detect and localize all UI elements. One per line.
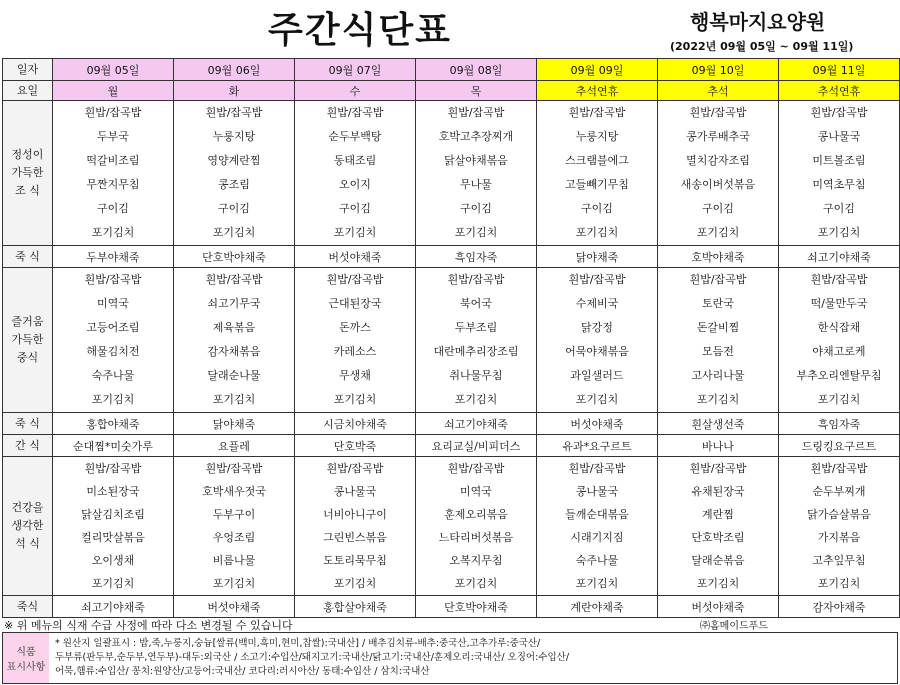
porridge-row-2-cell: 흰살생선죽 [658, 413, 779, 435]
weekly-menu-table [2, 58, 900, 618]
porridge-row-3-cell: 계란야채죽 [537, 596, 658, 618]
dish-item: 무생채 [339, 369, 371, 382]
dish-item: 콩가루배추국 [686, 130, 750, 143]
dinner-row-cell [658, 457, 779, 596]
dish-item: 포기김치 [333, 577, 377, 590]
dish-item: 고사리나물 [691, 369, 745, 382]
dinner-row [3, 457, 900, 596]
dish-item: 도토리묵무침 [323, 554, 387, 567]
breakfast-row-cell [174, 101, 295, 246]
dish-item: 고추잎무침 [812, 554, 866, 567]
date-row [3, 59, 900, 81]
day-row-cell: 추석연휴 [537, 81, 658, 101]
porridge-row-2-cell: 흑임자죽 [779, 413, 900, 435]
dish-item: 과일샐러드 [570, 369, 624, 382]
lunch-row [3, 268, 900, 413]
dinner-row-cell [53, 457, 174, 596]
food-label-title-line: 표시사항 [6, 662, 46, 673]
dish-item: 떡갈비조림 [86, 154, 140, 167]
porridge-row-1-cell: 버섯야채죽 [295, 246, 416, 268]
dish-item: 멸치감자조림 [686, 154, 750, 167]
dish-item: 닭살야채볶음 [444, 154, 508, 167]
snack-row-label: 간 식 [3, 435, 53, 457]
breakfast-row-cell [295, 101, 416, 246]
porridge-row-3-cell: 버섯야채죽 [174, 596, 295, 618]
porridge-row-2-label: 죽 식 [3, 413, 53, 435]
dish-item: 흰밥/잡곡밥 [689, 462, 747, 475]
dinner-row-cell [174, 457, 295, 596]
dish-item: 취나물무침 [449, 369, 503, 382]
dinner-row-label [3, 457, 53, 596]
porridge-row-3-cell: 감자야채죽 [779, 596, 900, 618]
dinner-row-cell [416, 457, 537, 596]
porridge-row-1-cell: 두부야채죽 [53, 246, 174, 268]
dish-item: 제육볶음 [212, 321, 256, 334]
dish-item: 너비아니구이 [323, 508, 387, 521]
dish-item: 토란국 [702, 297, 734, 310]
dish-item: 흰밥/잡곡밥 [568, 273, 626, 286]
dish-item: 느타리버섯볶음 [438, 531, 514, 544]
dish-item: 포기김치 [91, 226, 135, 239]
food-label-title [3, 633, 49, 683]
food-label-title-line: 식품 [16, 647, 36, 658]
dinner-row-cell [779, 457, 900, 596]
dish-item: 흰밥/잡곡밥 [205, 273, 263, 286]
dish-item: 모듬전 [702, 345, 734, 358]
dish-item: 누룽지탕 [212, 130, 256, 143]
dish-item: 컬리맛살볶음 [81, 531, 145, 544]
lunch-row-cell [295, 268, 416, 413]
dish-item: 우엉조림 [212, 531, 256, 544]
dish-item: 대란메추리장조림 [433, 345, 519, 358]
dish-item: 포기김치 [817, 226, 861, 239]
dish-item: 미소된장국 [86, 485, 140, 498]
dish-item: 포기김치 [91, 577, 135, 590]
dish-item: 들깨순대볶음 [565, 508, 629, 521]
dish-item: 흰밥/잡곡밥 [447, 273, 505, 286]
dish-item: 포기김치 [696, 577, 740, 590]
dish-item: 구이김 [339, 202, 371, 215]
dish-item: 콩나물국 [333, 485, 377, 498]
dish-item: 닭강정 [581, 321, 613, 334]
porridge-row-1-cell: 호박야채죽 [658, 246, 779, 268]
snack-row-cell: 단호박죽 [295, 435, 416, 457]
lunch-row-cell [779, 268, 900, 413]
porridge-row-1-cell: 닭야채죽 [537, 246, 658, 268]
porridge-row-1-cell: 흑임자죽 [416, 246, 537, 268]
dinner-row-label-line: 석 식 [15, 537, 40, 550]
breakfast-row-cell [537, 101, 658, 246]
date-row-cell: 09월 08일 [416, 59, 537, 81]
dish-item: 구이김 [823, 202, 855, 215]
snack-row-cell: 드링킹요구르트 [779, 435, 900, 457]
breakfast-row-cell [658, 101, 779, 246]
dish-item: 흰밥/잡곡밥 [810, 106, 868, 119]
dish-item: 새송이버섯볶음 [680, 178, 756, 191]
dish-item: 포기김치 [575, 577, 619, 590]
dish-item: 가지볶음 [817, 531, 861, 544]
dish-item: 미역국 [460, 485, 492, 498]
date-row-cell: 09월 06일 [174, 59, 295, 81]
dish-item: 고등어조림 [86, 321, 140, 334]
snack-row-cell: 바나나 [658, 435, 779, 457]
porridge-row-2 [3, 413, 900, 435]
porridge-row-3 [3, 596, 900, 618]
day-row-cell: 추석 [658, 81, 779, 101]
dish-item: 구이김 [97, 202, 129, 215]
snack-row-cell: 요플레 [174, 435, 295, 457]
dish-item: 오복지무침 [449, 554, 503, 567]
lunch-row-cell [416, 268, 537, 413]
dish-item: 감자채볶음 [207, 345, 261, 358]
dish-item: 부추오리엔탈무침 [796, 369, 882, 382]
dish-item: 흰밥/잡곡밥 [568, 106, 626, 119]
day-row-cell: 추석연휴 [779, 81, 900, 101]
page-header [0, 0, 900, 58]
dish-item: 흰밥/잡곡밥 [447, 462, 505, 475]
date-row-cell: 09월 11일 [779, 59, 900, 81]
dish-item: 흰밥/잡곡밥 [326, 462, 384, 475]
porridge-row-3-cell: 버섯야채죽 [658, 596, 779, 618]
dish-item: 흰밥/잡곡밥 [689, 273, 747, 286]
dish-item: 비름나물 [212, 554, 256, 567]
porridge-row-2-cell: 닭야채죽 [174, 413, 295, 435]
dish-item: 포기김치 [696, 226, 740, 239]
dish-item: 해물김치전 [86, 345, 140, 358]
dish-item: 구이김 [581, 202, 613, 215]
change-notice: ※ 위 메뉴의 식재 수급 사정에 따라 다소 변경될 수 있습니다 [4, 619, 293, 632]
breakfast-row-label [3, 101, 53, 246]
dish-item: 한식잡채 [817, 321, 861, 334]
dish-item: 흰밥/잡곡밥 [205, 462, 263, 475]
dish-item: 수제비국 [575, 297, 619, 310]
porridge-row-2-cell: 홍합야채죽 [53, 413, 174, 435]
porridge-row-3-cell: 쇠고기야채죽 [53, 596, 174, 618]
dish-item: 포기김치 [333, 393, 377, 406]
menu-period: (2022년 09월 05일 ~ 09월 11일) [670, 40, 854, 53]
dish-item: 흰밥/잡곡밥 [568, 462, 626, 475]
dish-item: 유채된장국 [691, 485, 745, 498]
origin-info [55, 637, 569, 679]
date-row-cell: 09월 07일 [295, 59, 416, 81]
dish-item: 포기김치 [212, 393, 256, 406]
dish-item: 카레소스 [333, 345, 377, 358]
lunch-row-cell [174, 268, 295, 413]
dish-item: 포기김치 [454, 577, 498, 590]
dish-item: 구이김 [460, 202, 492, 215]
dish-item: 두부조림 [454, 321, 498, 334]
dinner-row-cell [537, 457, 658, 596]
dish-item: 야채고로케 [812, 345, 866, 358]
dish-item: 포기김치 [575, 226, 619, 239]
porridge-row-1 [3, 246, 900, 268]
dish-item: 콩나물국 [575, 485, 619, 498]
lunch-row-cell [537, 268, 658, 413]
dish-item: 호박새우젓국 [202, 485, 266, 498]
date-row-label: 일자 [3, 59, 53, 81]
dish-item: 달래순나물 [207, 369, 261, 382]
dish-item: 돈까스 [339, 321, 371, 334]
day-row-label: 요일 [3, 81, 53, 101]
origin-line: * 원산지 일괄표시 : 밥,죽,누룽지,숭늉[쌀류(백미,흑미,현미,찹쌀):국내산] / 배추김치류-배추:중국산,고추가루:중국산/ [55, 638, 541, 649]
dish-item: 포기김치 [817, 577, 861, 590]
dish-item: 포기김치 [212, 577, 256, 590]
porridge-row-3-label: 죽식 [3, 596, 53, 618]
breakfast-row-label-line: 정성이 [11, 148, 44, 161]
origin-line: 어묵,햄류:수입산/ 꽁치:원양산/고등어:국내산/ 코다리:러시아산/ 동태:수입산 / 삼치:국내산 [55, 666, 430, 677]
breakfast-row-cell [416, 101, 537, 246]
dish-item: 포기김치 [696, 393, 740, 406]
breakfast-row-label-line: 조 식 [15, 184, 40, 197]
organization-name: 행복마지요양원 [690, 10, 826, 34]
dish-item: 단호박조림 [691, 531, 745, 544]
dish-item: 포기김치 [91, 393, 135, 406]
dish-item: 숙주나물 [91, 369, 135, 382]
dish-item: 닭가슴살볶음 [807, 508, 871, 521]
snack-row-cell: 요리교실/비피더스 [416, 435, 537, 457]
dish-item: 포기김치 [817, 393, 861, 406]
dish-item: 고들빼기무침 [565, 178, 629, 191]
dish-item: 시래기지짐 [570, 531, 624, 544]
food-label-box [2, 632, 898, 684]
breakfast-row-cell [779, 101, 900, 246]
dish-item: 흰밥/잡곡밥 [326, 273, 384, 286]
dish-item: 오이생채 [91, 554, 135, 567]
dish-item: 떡/물만두국 [810, 297, 868, 310]
dish-item: 그린빈스볶음 [323, 531, 387, 544]
dish-item: 두부구이 [212, 508, 256, 521]
dish-item: 흰밥/잡곡밥 [689, 106, 747, 119]
dish-item: 숙주나물 [575, 554, 619, 567]
lunch-row-label-line: 가득한 [11, 333, 44, 346]
dish-item: 쇠고기무국 [207, 297, 261, 310]
dinner-row-label-line: 생각한 [11, 519, 44, 532]
dish-item: 무나물 [460, 178, 492, 191]
dish-item: 흰밥/잡곡밥 [84, 462, 142, 475]
porridge-row-3-cell: 홍합살야채죽 [295, 596, 416, 618]
supplier-brand: ㈜홈메이드푸드 [700, 621, 768, 632]
dinner-row-cell [295, 457, 416, 596]
dish-item: 미트볼조림 [812, 154, 866, 167]
dish-item: 호박고추장찌개 [438, 130, 514, 143]
porridge-row-1-cell: 쇠고기야채죽 [779, 246, 900, 268]
dish-item: 누룽지탕 [575, 130, 619, 143]
lunch-row-label [3, 268, 53, 413]
lunch-row-cell [53, 268, 174, 413]
dish-item: 계란찜 [702, 508, 734, 521]
dish-item: 오이지 [339, 178, 371, 191]
breakfast-row-label-line: 가득한 [11, 166, 44, 179]
dish-item: 흰밥/잡곡밥 [84, 106, 142, 119]
porridge-row-1-label: 죽 식 [3, 246, 53, 268]
dish-item: 포기김치 [212, 226, 256, 239]
dish-item: 구이김 [218, 202, 250, 215]
dish-item: 어묵야채볶음 [565, 345, 629, 358]
lunch-row-cell [658, 268, 779, 413]
dish-item: 닭살김치조림 [81, 508, 145, 521]
origin-line: 두부류(판두부,순두부,연두부)-대두:외국산 / 소고기:수입산/돼지고기:국내산/닭고기:국내산/훈제오리:국내산/ 오징어:수입산/ [55, 652, 570, 663]
dinner-row-label-line: 건강을 [11, 501, 44, 514]
dish-item: 흰밥/잡곡밥 [447, 106, 505, 119]
snack-row-cell: 순대찜*미숫가루 [53, 435, 174, 457]
dish-item: 흰밥/잡곡밥 [326, 106, 384, 119]
day-row [3, 81, 900, 101]
page-title: 주간식단표 [268, 10, 452, 51]
snack-row [3, 435, 900, 457]
dish-item: 동태조림 [333, 154, 377, 167]
dish-item: 미역초무침 [812, 178, 866, 191]
dish-item: 포기김치 [575, 393, 619, 406]
dish-item: 순두부백탕 [328, 130, 382, 143]
dish-item: 순두부찌개 [812, 485, 866, 498]
lunch-row-label-line: 중식 [16, 351, 39, 364]
day-row-cell: 화 [174, 81, 295, 101]
dish-item: 포기김치 [454, 226, 498, 239]
breakfast-row [3, 101, 900, 246]
porridge-row-2-cell: 쇠고기야채죽 [416, 413, 537, 435]
dish-item: 흰밥/잡곡밥 [810, 273, 868, 286]
breakfast-row-cell [53, 101, 174, 246]
porridge-row-1-cell: 단호박야채죽 [174, 246, 295, 268]
dish-item: 북어국 [460, 297, 492, 310]
dish-item: 스크램블에그 [565, 154, 629, 167]
dish-item: 포기김치 [333, 226, 377, 239]
porridge-row-3-cell: 단호박야채죽 [416, 596, 537, 618]
dish-item: 흰밥/잡곡밥 [84, 273, 142, 286]
dish-item: 달래순볶음 [691, 554, 745, 567]
dish-item: 두부국 [97, 130, 129, 143]
day-row-cell: 수 [295, 81, 416, 101]
dish-item: 훈제오리볶음 [444, 508, 508, 521]
day-row-cell: 목 [416, 81, 537, 101]
dish-item: 미역국 [97, 297, 129, 310]
dish-item: 콩조림 [218, 178, 250, 191]
dish-item: 돈갈비찜 [696, 321, 740, 334]
dish-item: 근대된장국 [328, 297, 382, 310]
date-row-cell: 09월 05일 [53, 59, 174, 81]
porridge-row-2-cell: 시금치야채죽 [295, 413, 416, 435]
date-row-cell: 09월 09일 [537, 59, 658, 81]
lunch-row-label-line: 즐거움 [11, 315, 44, 328]
dish-item: 구이김 [702, 202, 734, 215]
day-row-cell: 월 [53, 81, 174, 101]
date-row-cell: 09월 10일 [658, 59, 779, 81]
dish-item: 영양계란찜 [207, 154, 261, 167]
snack-row-cell: 유과*요구르트 [537, 435, 658, 457]
dish-item: 흰밥/잡곡밥 [810, 462, 868, 475]
dish-item: 흰밥/잡곡밥 [205, 106, 263, 119]
dish-item: 포기김치 [454, 393, 498, 406]
dish-item: 무짠지무침 [86, 178, 140, 191]
dish-item: 콩나물국 [817, 130, 861, 143]
porridge-row-2-cell: 버섯야채죽 [537, 413, 658, 435]
